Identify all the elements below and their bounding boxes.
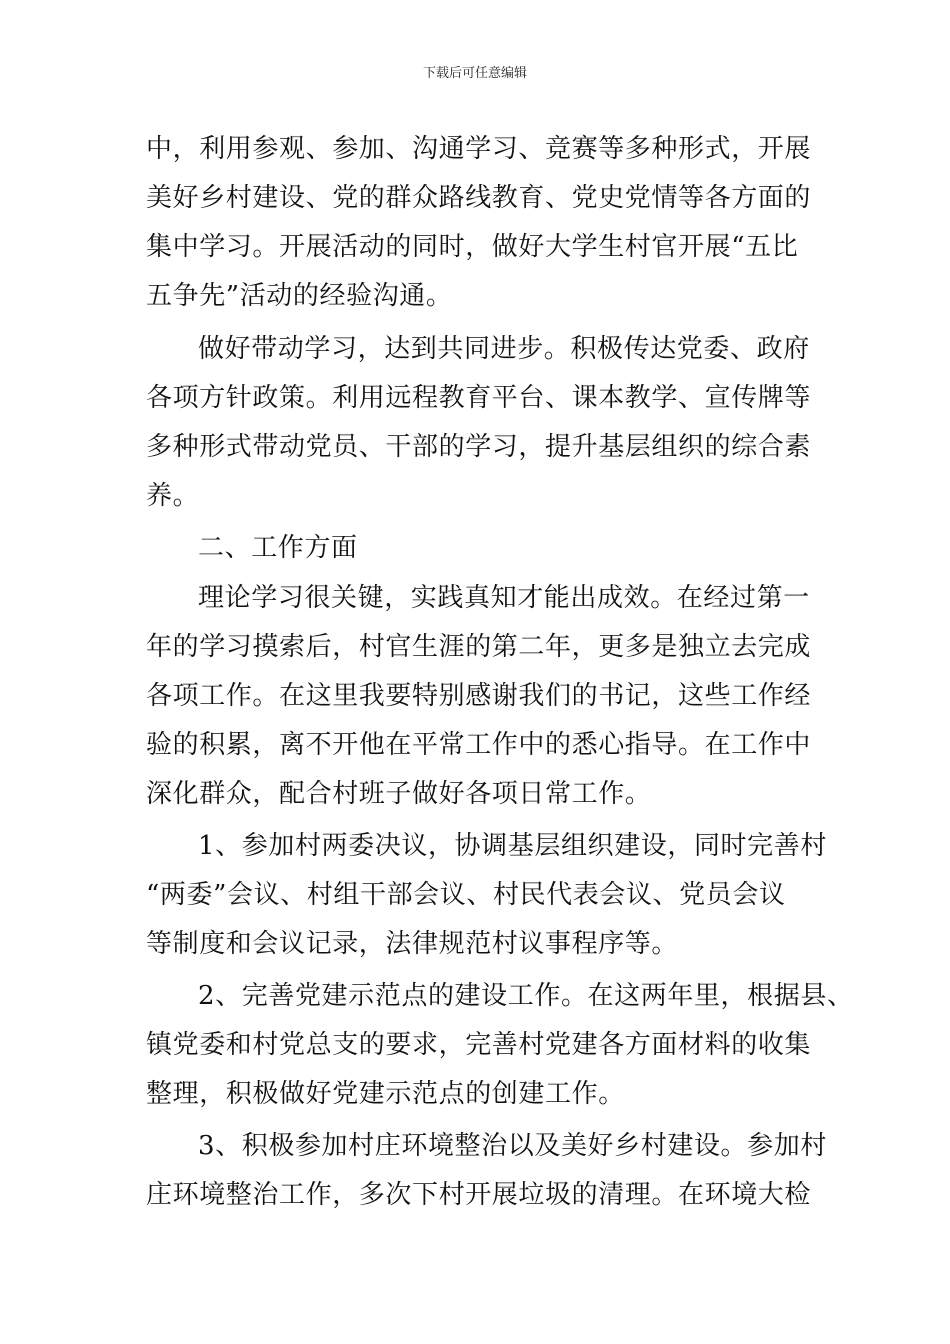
list-item-1-first-line: 1、参加村两委决议，协调基层组织建设，同时完善村: [198, 831, 827, 861]
text-line: 美好乡村建设、党的群众路线教育、党史党情等各方面的: [146, 183, 812, 213]
text-line: 多种形式带动党员、干部的学习，提升基层组织的综合素: [146, 432, 812, 462]
text-line: 各项方针政策。利用远程教育平台、课本教学、宣传牌等: [146, 383, 812, 413]
text-line: 养。: [146, 481, 200, 511]
text-line: 验的积累，离不开他在平常工作中的悉心指导。在工作中: [146, 730, 812, 760]
text-line: 集中学习。开展活动的同时，做好大学生村官开展“五比: [146, 232, 799, 262]
paragraph-first-line: 做好带动学习，达到共同进步。积极传达党委、政府: [198, 334, 810, 364]
text-line: 五争先”活动的经验沟通。: [146, 281, 453, 311]
list-item-3-first-line: 3、积极参加村庄环境整治以及美好乡村建设。参加村: [198, 1131, 827, 1161]
text-line: 等制度和会议记录，法律规范村议事程序等。: [146, 929, 679, 959]
text-line: 整理，积极做好党建示范点的创建工作。: [146, 1079, 625, 1109]
text-line: 镇党委和村党总支的要求，完善村党建各方面材料的收集: [146, 1030, 812, 1060]
text-line: 庄环境整治工作，多次下村开展垃圾的清理。在环境大检: [146, 1180, 812, 1210]
list-item-2-first-line: 2、完善党建示范点的建设工作。在这两年里，根据县、: [198, 981, 854, 1011]
section-heading: 二、工作方面: [198, 533, 358, 563]
text-line: 各项工作。在这里我要特别感谢我们的书记，这些工作经: [146, 681, 812, 711]
page-header-note: 下载后可任意编辑: [422, 66, 527, 81]
text-line: 深化群众，配合村班子做好各项日常工作。: [146, 779, 652, 809]
text-line: “两委”会议、村组干部会议、村民代表会议、党员会议: [146, 880, 786, 910]
text-line: 中，利用参观、参加、沟通学习、竞赛等多种形式，开展: [146, 134, 812, 164]
text-line: 年的学习摸索后，村官生涯的第二年，更多是独立去完成: [146, 632, 812, 662]
paragraph-first-line: 理论学习很关键，实践真知才能出成效。在经过第一: [198, 583, 810, 613]
